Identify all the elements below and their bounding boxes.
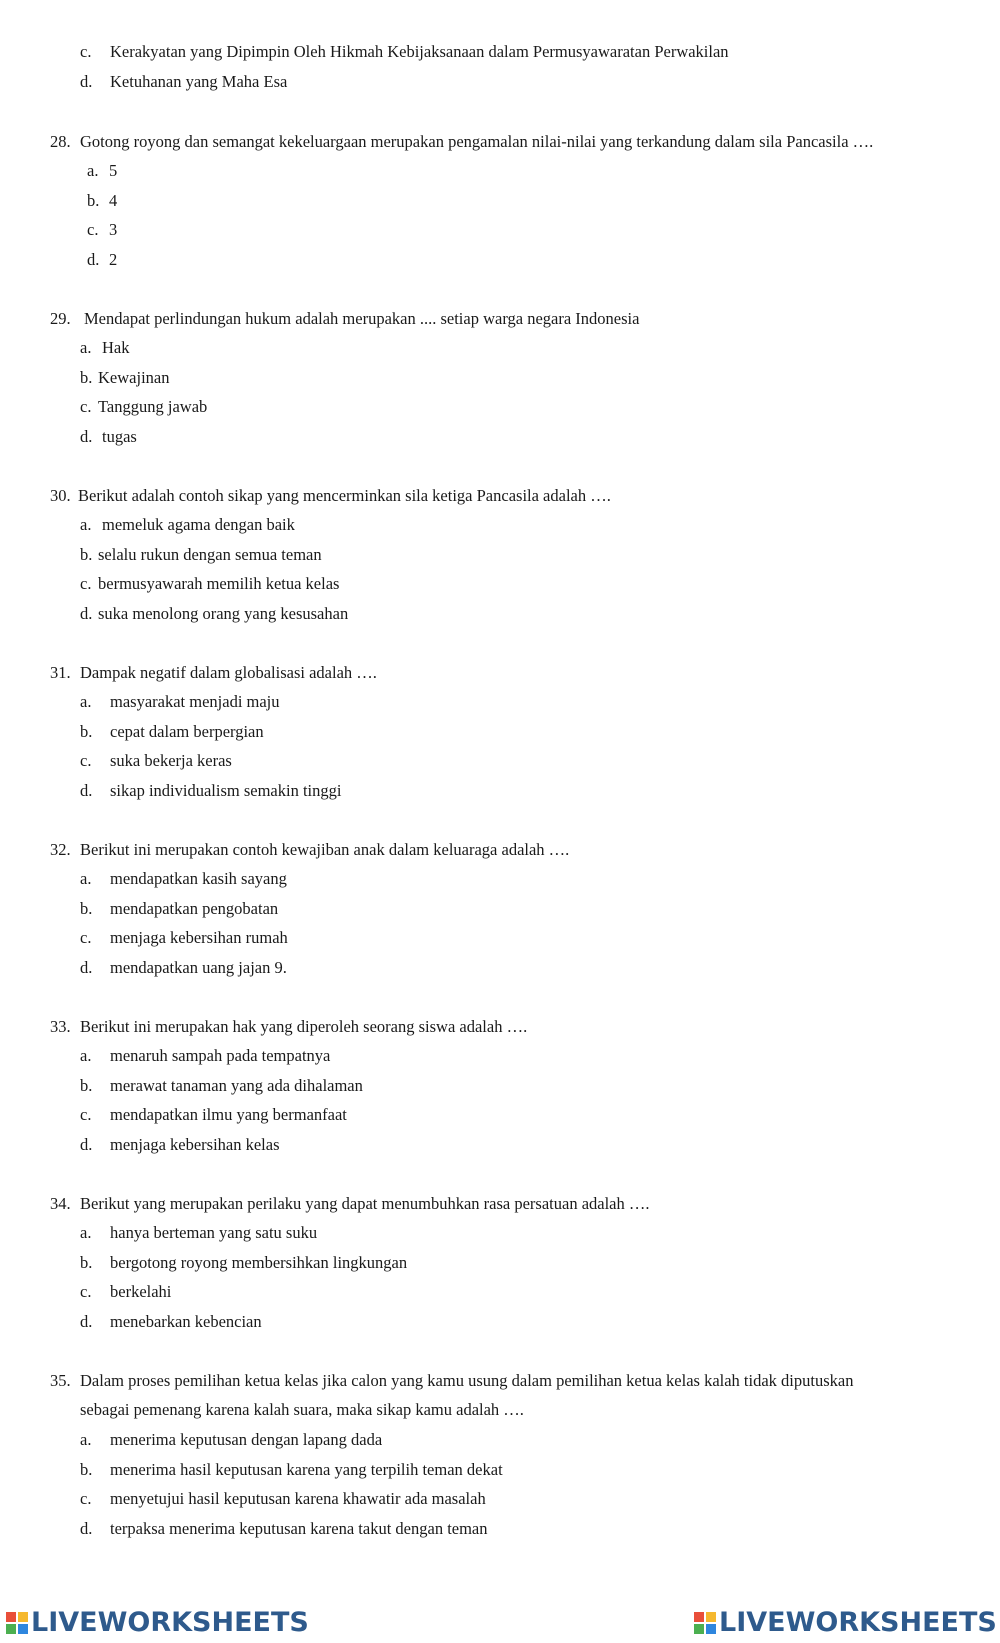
option-a: a. masyarakat menjadi maju bbox=[80, 692, 280, 711]
logo-grid-icon bbox=[6, 1612, 28, 1634]
question-29: 29. Mendapat perlindungan hukum adalah merupakan .... setiap warga negara Indonesia bbox=[50, 309, 640, 328]
logo-grid-icon bbox=[694, 1612, 716, 1634]
option-a: a. memeluk agama dengan baik bbox=[80, 515, 295, 534]
option-a: a. 5 bbox=[87, 161, 118, 180]
option-d: d. menebarkan kebencian bbox=[80, 1312, 262, 1331]
option-a: a. hanya berteman yang satu suku bbox=[80, 1223, 318, 1242]
option-a: a. mendapatkan kasih sayang bbox=[80, 869, 287, 888]
option-c: c. bermusyawarah memilih ketua kelas bbox=[80, 574, 340, 593]
option-b: b. menerima hasil keputusan karena yang terpilih teman dekat bbox=[80, 1460, 503, 1479]
question-30: 30. Berikut adalah contoh sikap yang mencerminkan sila ketiga Pancasila adalah …. bbox=[50, 486, 611, 505]
option-d: d. Ketuhanan yang Maha Esa bbox=[80, 72, 288, 91]
question-31: 31. Dampak negatif dalam globalisasi adalah …. bbox=[50, 663, 377, 682]
option-d: d. menjaga kebersihan kelas bbox=[80, 1135, 280, 1154]
question-28: 28. Gotong royong dan semangat kekeluargaan merupakan pengamalan nilai-nilai yang terkandung dalam sila Pancasila …. bbox=[50, 132, 874, 151]
option-d: d. 2 bbox=[87, 250, 118, 269]
option-d: d. mendapatkan uang jajan 9. bbox=[80, 958, 287, 977]
option-a: a. Hak bbox=[80, 338, 130, 357]
option-a: a. menerima keputusan dengan lapang dada bbox=[80, 1430, 383, 1449]
option-d: d. sikap individualism semakin tinggi bbox=[80, 781, 342, 800]
question-33: 33. Berikut ini merupakan hak yang diperoleh seorang siswa adalah …. bbox=[50, 1017, 528, 1036]
option-b: b. selalu rukun dengan semua teman bbox=[80, 545, 322, 564]
question-35-continued: sebagai pemenang karena kalah suara, maka sikap kamu adalah …. bbox=[80, 1400, 524, 1419]
option-d: d. tugas bbox=[80, 427, 137, 446]
option-b: b. 4 bbox=[87, 191, 118, 210]
option-a: a. menaruh sampah pada tempatnya bbox=[80, 1046, 331, 1065]
option-c: c. berkelahi bbox=[80, 1282, 172, 1301]
option-b: b. merawat tanaman yang ada dihalaman bbox=[80, 1076, 363, 1095]
option-c: c. menyetujui hasil keputusan karena khawatir ada masalah bbox=[80, 1489, 486, 1508]
option-c: c. suka bekerja keras bbox=[80, 751, 232, 770]
question-32: 32. Berikut ini merupakan contoh kewajiban anak dalam keluaraga adalah …. bbox=[50, 840, 570, 859]
option-c: c. Tanggung jawab bbox=[80, 397, 208, 416]
question-34: 34. Berikut yang merupakan perilaku yang dapat menumbuhkan rasa persatuan adalah …. bbox=[50, 1194, 650, 1213]
option-d: d. suka menolong orang yang kesusahan bbox=[80, 604, 349, 623]
liveworksheets-logo-left: LIVEWORKSHEETS bbox=[6, 1608, 309, 1638]
option-c: c. mendapatkan ilmu yang bermanfaat bbox=[80, 1105, 347, 1124]
option-c: c. Kerakyatan yang Dipimpin Oleh Hikmah Kebijaksanaan dalam Permusyawaratan Perwakilan bbox=[80, 42, 729, 61]
option-b: b. cepat dalam berpergian bbox=[80, 722, 264, 741]
option-c: c. menjaga kebersihan rumah bbox=[80, 928, 288, 947]
option-b: b. Kewajinan bbox=[80, 368, 170, 387]
option-c: c. 3 bbox=[87, 220, 118, 239]
question-35: 35. Dalam proses pemilihan ketua kelas jika calon yang kamu usung dalam pemilihan ketua kelas kalah tidak diputuskan bbox=[50, 1371, 854, 1390]
option-b: b. mendapatkan pengobatan bbox=[80, 899, 279, 918]
option-d: d. terpaksa menerima keputusan karena takut dengan teman bbox=[80, 1519, 488, 1538]
liveworksheets-logo-right: LIVEWORKSHEETS bbox=[694, 1608, 997, 1638]
option-b: b. bergotong royong membersihkan lingkungan bbox=[80, 1253, 408, 1272]
